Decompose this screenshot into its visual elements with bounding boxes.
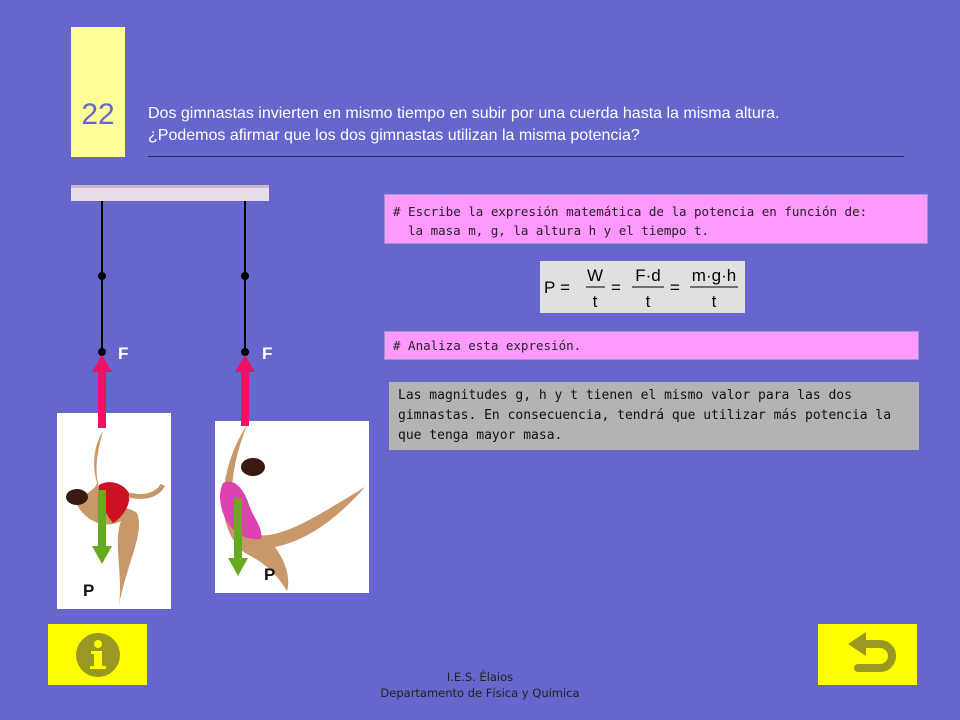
instruction-box-1	[384, 194, 928, 244]
formula-eq-1: =	[560, 278, 570, 297]
force-label-2: F	[262, 344, 273, 363]
force-arrow-1-head	[92, 355, 112, 372]
slide-number: 22	[81, 98, 115, 131]
instruction-1-line-1: # Escribe la expresión matemática de la potencia en función de:	[393, 204, 868, 219]
question-line-1: Dos gimnastas invierten en mismo tiempo en subir por una cuerda hasta la misma altura.	[148, 105, 780, 122]
weight-arrow-2-head	[228, 558, 248, 576]
footer-department: Departamento de Física y Química	[380, 686, 580, 700]
formula-lhs: P	[544, 278, 556, 297]
weight-label-1: P	[83, 581, 95, 600]
power-formula	[540, 261, 745, 313]
weight-label-2: P	[264, 565, 276, 584]
formula-term2-num: F·d	[635, 266, 661, 285]
force-label-1: F	[118, 344, 129, 363]
formula-term1-num: W	[586, 266, 604, 285]
formula-term3-den: t	[711, 292, 717, 311]
footer	[330, 669, 630, 701]
weight-arrow-1-head	[92, 546, 112, 564]
info-icon	[48, 624, 147, 685]
footer-school: I.E.S. Élaios	[446, 670, 514, 684]
formula-eq-2: =	[611, 278, 621, 297]
return-button[interactable]	[818, 624, 917, 685]
force-arrow-2-head	[235, 355, 255, 372]
answer-box: Las magnitudes g, h y t tienen el mismo valor para las dos gimnastas. En consecuencia, tendrá que utilizar más potencia la que tenga mayor masa.	[389, 382, 919, 450]
info-button[interactable]	[48, 624, 147, 685]
instruction-1-line-2: la masa m, g, la altura h y el tiempo t.	[408, 223, 710, 238]
force-arrows	[0, 0, 380, 620]
formula-term1-den: t	[592, 292, 598, 311]
instruction-box-2: # Analiza esta expresión.	[384, 331, 919, 360]
formula-term3-num: m·g·h	[691, 266, 737, 285]
formula-term2-den: t	[645, 292, 651, 311]
return-arrow-icon	[818, 624, 917, 685]
question-line-2: ¿Podemos afirmar que los dos gimnastas utilizan la misma potencia?	[148, 127, 640, 144]
formula-graphic	[540, 261, 745, 313]
formula-eq-3: =	[670, 278, 680, 297]
